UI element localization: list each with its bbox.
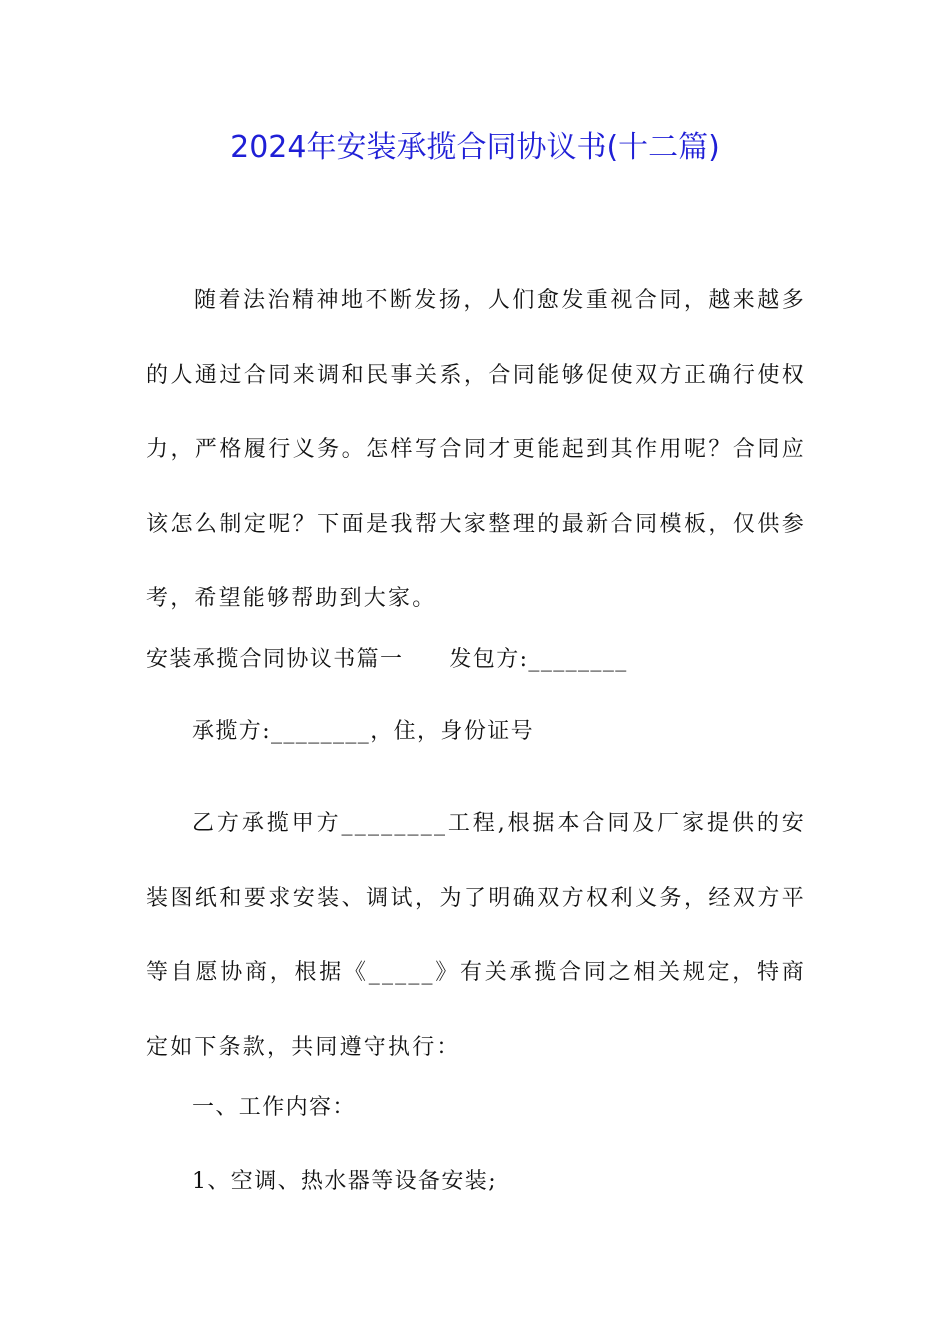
clause-heading: 一、工作内容： (192, 1095, 356, 1120)
section-heading-line (146, 640, 806, 680)
document-title: 2024年安装承揽合同协议书(十二篇) (230, 130, 720, 165)
intro-paragraph: 随着法治精神地不断发扬，人们愈发重视合同，越来越多的人通过合同来调和民事关系，合同能够促使双方正确行使权力，严格履行义务。怎样写合同才更能起到其作用呢？合同应该怎么制定呢？下面是我帮大家整理的最新合同模板，仅供参考，希望能够帮助到大家。 (146, 288, 806, 611)
scope-paragraph: 乙方承揽甲方________工程,根据本合同及厂家提供的安装图纸和要求安装、调试，为了明确双方权利义务，经双方平等自愿协商，根据《_____》有关承揽合同之相关规定，特商定如下条款，共同遵守执行： (146, 811, 806, 1060)
party-a-field: 发包方:________ (449, 647, 628, 672)
section-heading: 安装承揽合同协议书篇一 (146, 647, 404, 672)
clause-item: 1、空调、热水器等设备安装; (192, 1169, 498, 1194)
party-b-field: 承揽方:________，住，身份证号 (192, 719, 535, 744)
